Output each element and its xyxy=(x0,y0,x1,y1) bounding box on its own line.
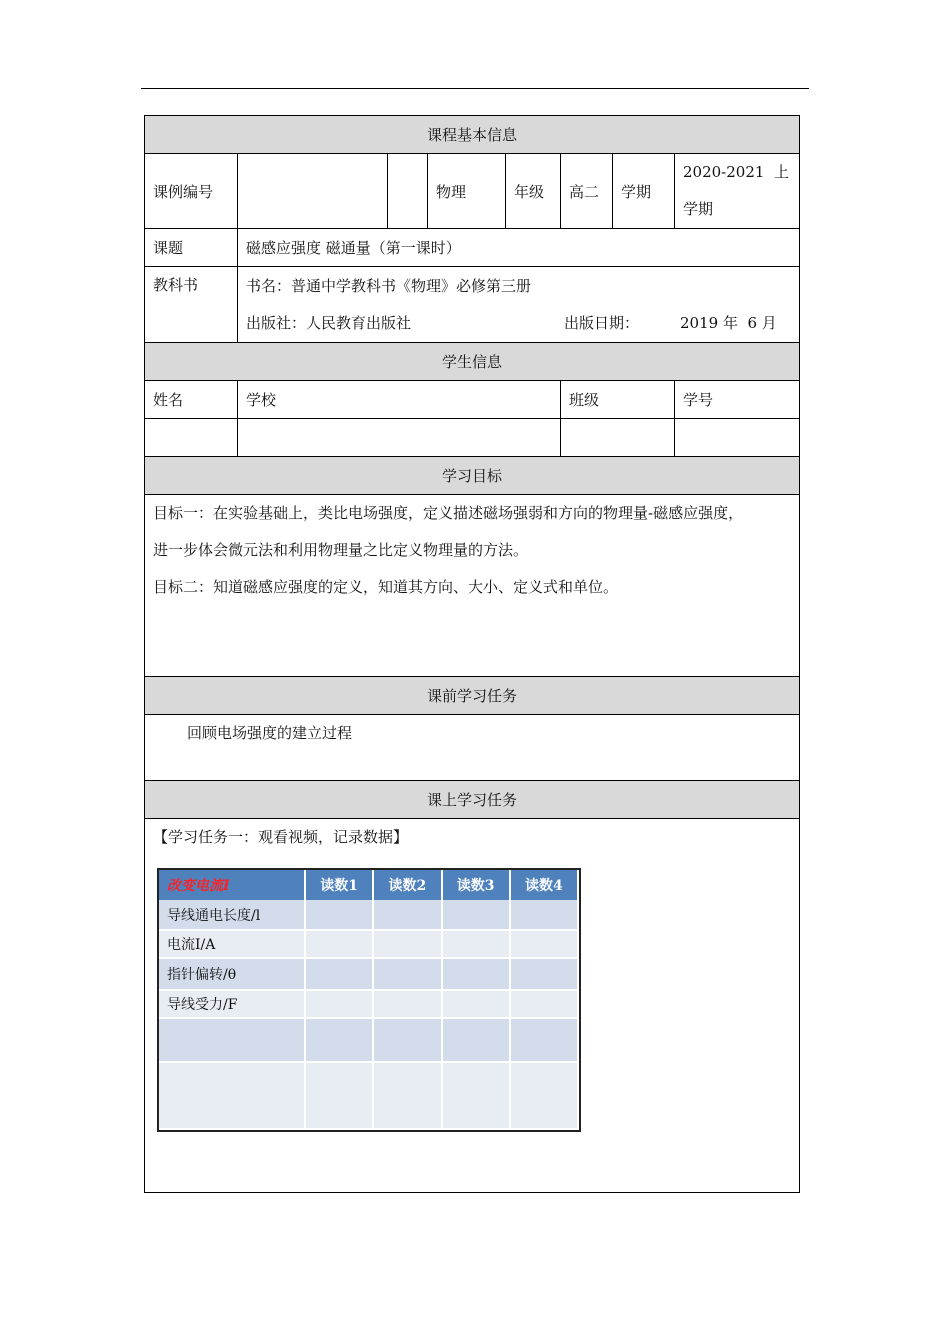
table-cell[interactable] xyxy=(373,990,441,1018)
col-header-reading-2: 读数2 xyxy=(373,870,441,900)
task-1-title: 【学习任务一：观看视频，记录数据】 xyxy=(153,828,409,846)
goal-1-line-a: 目标一：在实验基础上，类比电场强度，定义描述磁场强弱和方向的物理量-磁感应强度， xyxy=(153,504,744,522)
lesson-sheet xyxy=(144,115,799,1193)
term-line2: 学期 xyxy=(683,200,714,218)
table-cell[interactable] xyxy=(442,990,510,1018)
table-cell[interactable] xyxy=(442,958,510,990)
blank-cell xyxy=(388,154,428,229)
table-cell[interactable] xyxy=(442,900,510,930)
goals-content xyxy=(145,495,800,677)
section-in-class-task: 课上学习任务 xyxy=(145,781,800,819)
course-code-label: 课例编号 xyxy=(145,154,238,229)
name-value[interactable] xyxy=(145,419,238,457)
pub-date-label: 出版日期： xyxy=(564,313,640,332)
grade-value: 高二 xyxy=(561,154,613,229)
table-cell[interactable] xyxy=(442,930,510,958)
term-line1: 2020-2021 上 xyxy=(683,163,789,181)
row-label-force: 导线受力/F xyxy=(159,990,305,1018)
textbook-info xyxy=(238,267,800,343)
row-label-length: 导线通电长度/l xyxy=(159,900,305,930)
section-pre-task: 课前学习任务 xyxy=(145,677,800,715)
table-cell[interactable] xyxy=(305,930,373,958)
table-cell[interactable] xyxy=(510,1062,578,1129)
goal-2: 目标二：知道磁感应强度的定义，知道其方向、大小、定义式和单位。 xyxy=(153,578,619,596)
table-cell[interactable] xyxy=(442,1062,510,1129)
row-label-deflection: 指针偏转/θ xyxy=(159,958,305,990)
goal-1-line-b: 进一步体会微元法和利用物理量之比定义物理量的方法。 xyxy=(153,541,529,559)
row-label-empty xyxy=(159,1018,305,1062)
table-cell[interactable] xyxy=(305,900,373,930)
subject-value: 物理 xyxy=(428,154,506,229)
term-value xyxy=(675,154,800,229)
section-goals: 学习目标 xyxy=(145,457,800,495)
table-cell[interactable] xyxy=(373,1062,441,1129)
grade-label: 年级 xyxy=(506,154,561,229)
col-header-change-current: 改变电流I xyxy=(159,870,305,900)
table-cell[interactable] xyxy=(510,990,578,1018)
course-code-value xyxy=(238,154,388,229)
student-id-label: 学号 xyxy=(675,381,800,419)
col-header-reading-4: 读数4 xyxy=(510,870,578,900)
school-label: 学校 xyxy=(238,381,561,419)
student-id-value[interactable] xyxy=(675,419,800,457)
top-rule xyxy=(141,88,809,89)
row-label-current: 电流I/A xyxy=(159,930,305,958)
topic-value: 磁感应强度 磁通量（第一课时） xyxy=(238,229,800,267)
pre-task-text: 回顾电场强度的建立过程 xyxy=(145,715,800,781)
topic-label: 课题 xyxy=(145,229,238,267)
table-cell[interactable] xyxy=(373,1018,441,1062)
table-cell[interactable] xyxy=(510,958,578,990)
table-cell[interactable] xyxy=(305,958,373,990)
publisher: 出版社：人民教育出版社 xyxy=(246,313,412,332)
publisher-line xyxy=(246,305,791,342)
row-label-empty xyxy=(159,1062,305,1129)
table-cell[interactable] xyxy=(305,1062,373,1129)
table-cell[interactable] xyxy=(373,900,441,930)
table-cell[interactable] xyxy=(373,958,441,990)
school-value[interactable] xyxy=(238,419,561,457)
section-course-info: 课程基本信息 xyxy=(145,116,800,154)
class-label: 班级 xyxy=(561,381,675,419)
section-student-info: 学生信息 xyxy=(145,343,800,381)
pub-date: 2019 年 6 月 xyxy=(680,313,777,332)
data-record-table xyxy=(157,868,581,1132)
table-cell[interactable] xyxy=(510,900,578,930)
col-header-reading-1: 读数1 xyxy=(305,870,373,900)
table-cell[interactable] xyxy=(510,1018,578,1062)
term-label: 学期 xyxy=(613,154,675,229)
col-header-reading-3: 读数3 xyxy=(442,870,510,900)
table-cell[interactable] xyxy=(373,930,441,958)
table-cell[interactable] xyxy=(442,1018,510,1062)
textbook-label: 教科书 xyxy=(145,267,238,343)
book-name: 书名：普通中学教科书《物理》必修第三册 xyxy=(246,276,532,295)
table-cell[interactable] xyxy=(305,1018,373,1062)
class-value[interactable] xyxy=(561,419,675,457)
table-cell[interactable] xyxy=(510,930,578,958)
table-cell[interactable] xyxy=(305,990,373,1018)
name-label: 姓名 xyxy=(145,381,238,419)
